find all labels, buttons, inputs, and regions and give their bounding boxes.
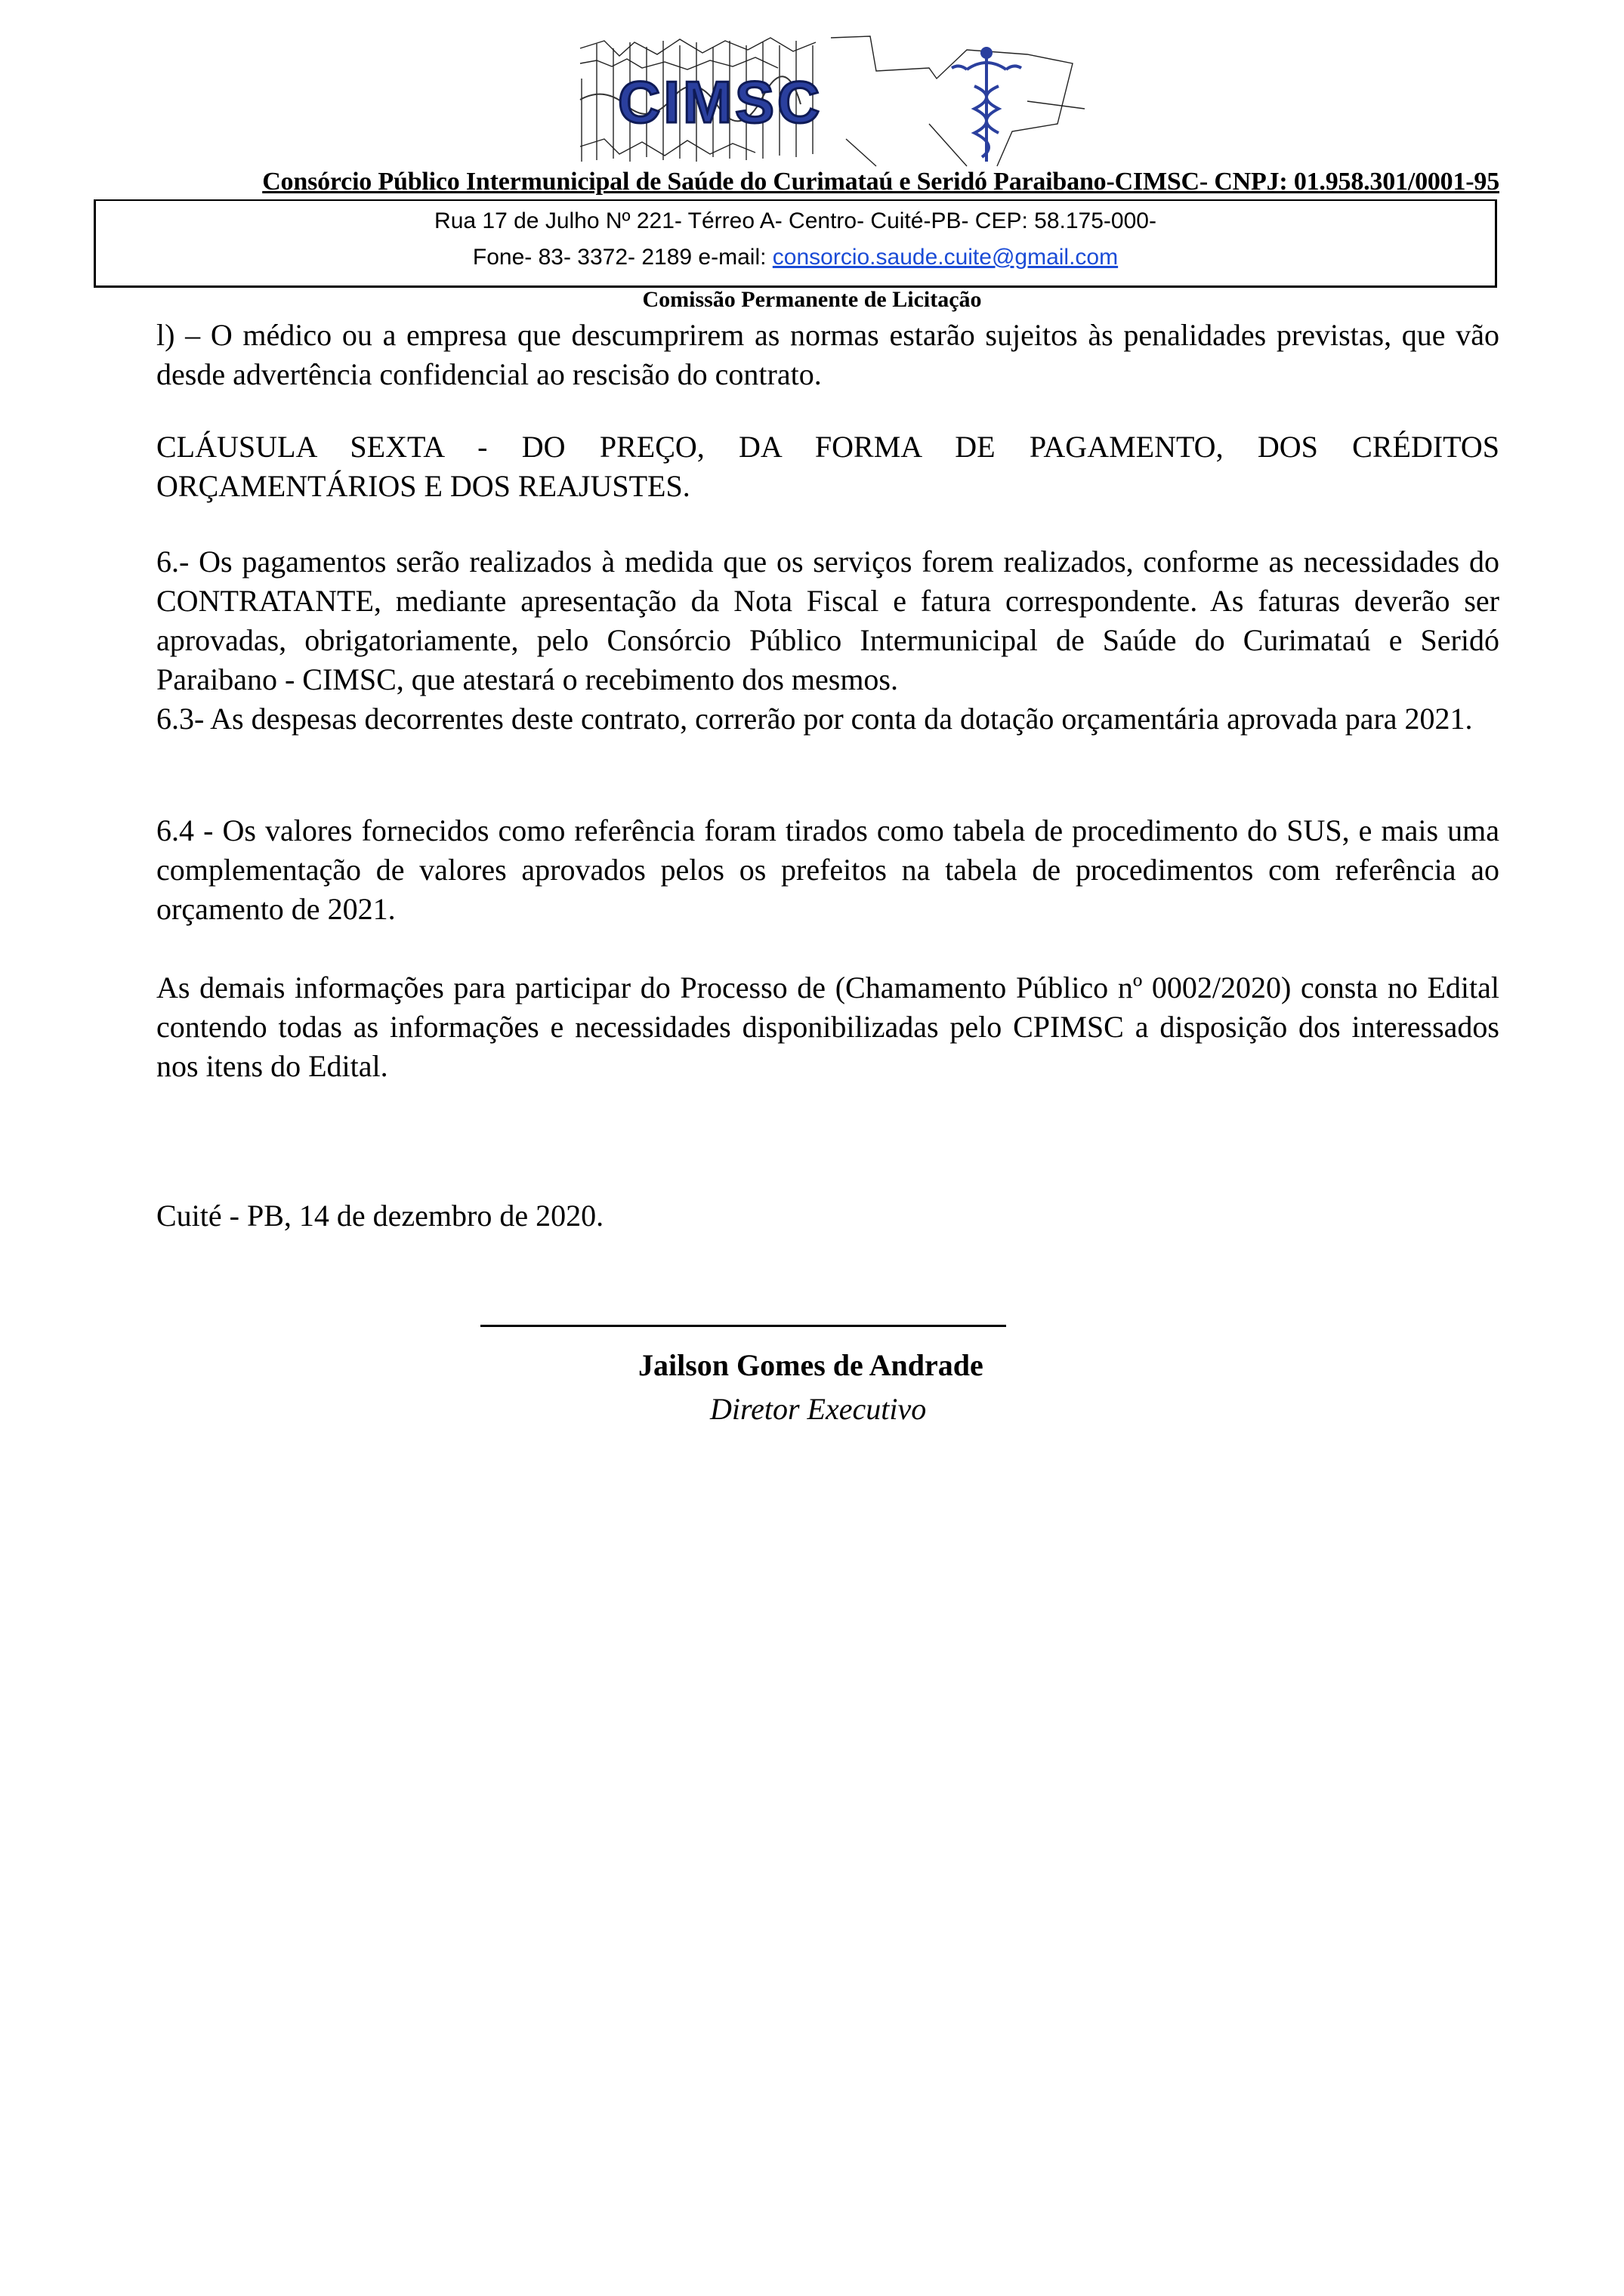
email-link[interactable]: consorcio.saude.cuite@gmail.com — [772, 245, 1119, 270]
cimsc-logo-graphic — [574, 33, 1088, 168]
signature-line — [480, 1325, 1006, 1327]
paragraph-further-info: As demais informações para participar do Processo de (Chamamento Público nº 0002/2020) consta no Edital contendo todas as informações e necessidades disponibilizadas pelo CPIMSC a disposição dos interessados nos itens do Edital. — [156, 971, 1499, 1083]
signatory-name: Jailson Gomes de Andrade — [638, 1348, 983, 1382]
organization-title: Consórcio Público Intermunicipal de Saúde do Curimataú e Seridó Paraibano-CIMSC- CNPJ: 01.958.301/0001-95 — [262, 168, 1499, 196]
signatory-role: Diretor Executivo — [710, 1392, 927, 1426]
phone-text: Fone- 83- 3372- 2189 e-mail: — [472, 245, 773, 270]
document-date: Cuité - PB, 14 de dezembro de 2020. — [156, 1199, 604, 1233]
address-box — [94, 199, 1497, 288]
contact-line — [96, 245, 1495, 270]
paragraph-item-6: 6.- Os pagamentos serão realizados à medida que os serviços forem realizados, conforme as necessidades do CONTRATANTE, mediante apresentação da Nota Fiscal e fatura correspondente. As faturas deverão ser aprovadas, obrigatoriamente, pelo Consórcio Público Intermunicipal de Saúde do Curimataú e Seridó Paraibano - CIMSC, que atestará o recebimento dos mesmos. — [156, 545, 1499, 696]
paragraph-item-6-4: 6.4 - Os valores fornecidos como referência foram tirados como tabela de procedimento do SUS, e mais uma complementação de valores aprovados pelos os prefeitos na tabela de procedimentos com referência ao orçamento de 2021. — [156, 813, 1499, 926]
cimsc-logo — [574, 33, 1088, 168]
clause-sixth-heading: CLÁUSULA SEXTA - DO PREÇO, DA FORMA DE PAGAMENTO, DOS CRÉDITOS ORÇAMENTÁRIOS E DOS REAJUSTES. — [156, 430, 1499, 503]
logo-wordmark: CIMSC — [618, 69, 823, 135]
paragraph-item-l: l) – O médico ou a empresa que descumprirem as normas estarão sujeitos às penalidades previstas, que vão desde advertência confidencial ao rescisão do contrato. — [156, 318, 1499, 391]
address-line: Rua 17 de Julho Nº 221- Térreo A- Centro- Cuité-PB- CEP: 58.175-000- — [434, 208, 1156, 233]
paragraph-item-6-3: 6.3- As despesas decorrentes deste contrato, correrão por conta da dotação orçamentária aprovada para 2021. — [156, 702, 1473, 736]
commission-heading: Comissão Permanente de Licitação — [642, 287, 982, 312]
